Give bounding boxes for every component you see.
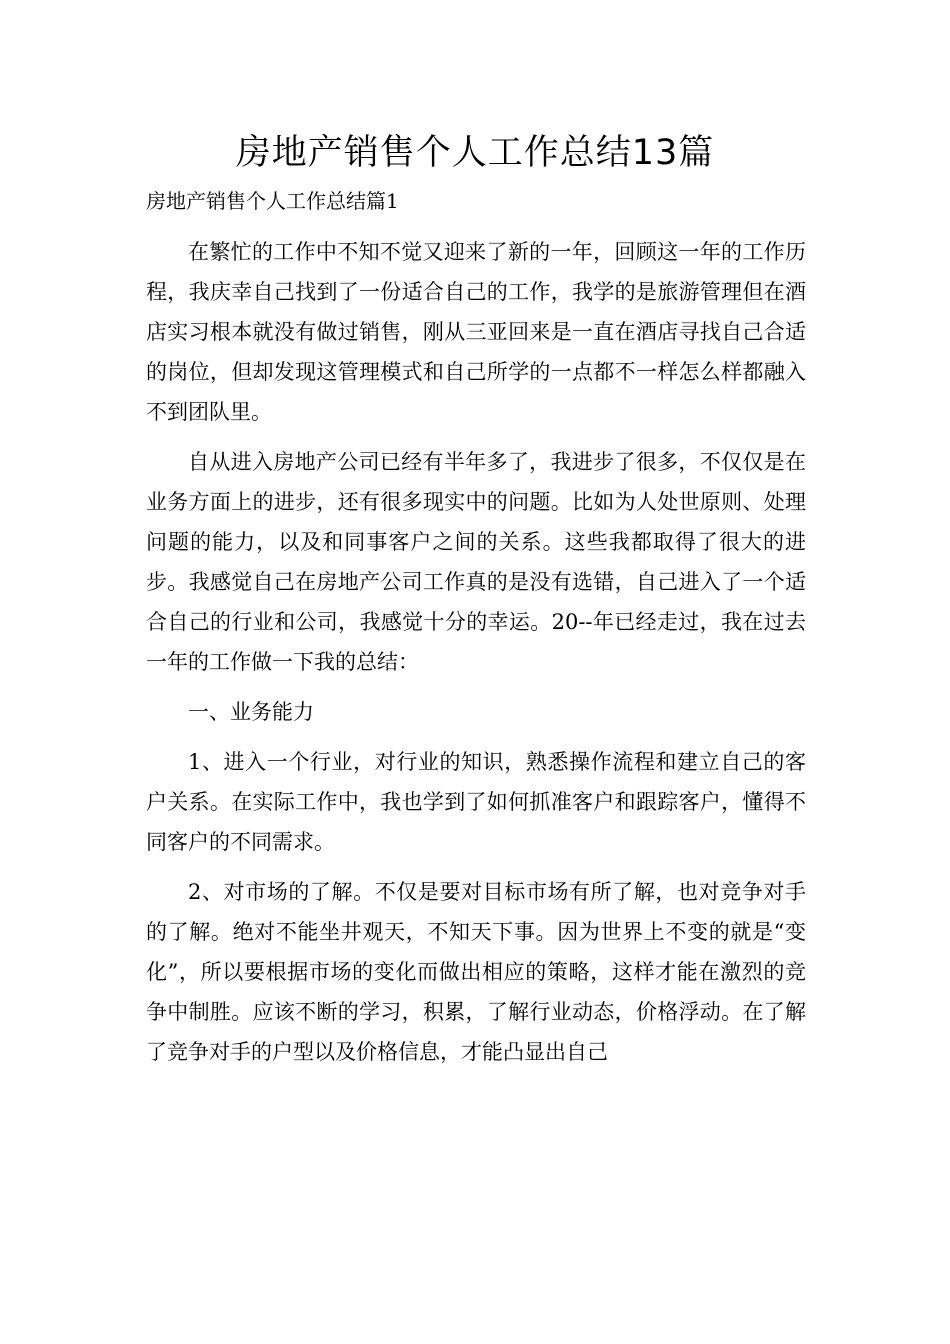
paragraph-point-2: 2、对市场的了解。不仅是要对目标市场有所了解，也对竞争对手的了解。绝对不能坐井观天，不知天下事。因为世界上不变的就是“变化”，所以要根据市场的变化而做出相应的策略，这样才能在激烈的竞争中制胜。应该不断的学习，积累，了解行业动态，价格浮动。在了解了竞争对手的户型以及价格信息，才能凸显出自己 [146,880,806,1064]
paragraph-progress: 自从进入房地产公司已经有半年多了，我进步了很多，不仅仅是在业务方面上的进步，还有很多现实中的问题。比如为人处世原则、处理问题的能力，以及和同事客户之间的关系。这些我都取得了很大的进步。我感觉自己在房地产公司工作真的是没有选错，自己进入了一个适合自己的行业和公司，我感觉十分的幸运。20--年已经走过，我在过去一年的工作做一下我的总结： [146,450,806,674]
section-heading: 房地产销售个人工作总结篇1 [146,189,399,213]
document-title: 房地产销售个人工作总结13篇 [235,133,715,173]
subheading-business-ability: 一、业务能力 [188,700,314,724]
paragraph-intro: 在繁忙的工作中不知不觉又迎来了新的一年，回顾这一年的工作历程，我庆幸自己找到了一份适合自己的工作，我学的是旅游管理但在酒店实习根本就没有做过销售，刚从三亚回来是一直在酒店寻找自己合适的岗位，但却发现这管理模式和自己所学的一点都不一样怎么样都融入不到团队里。 [146,240,806,424]
paragraph-point-1: 1、进入一个行业，对行业的知识，熟悉操作流程和建立自己的客户关系。在实际工作中，我也学到了如何抓准客户和跟踪客户，懂得不同客户的不同需求。 [146,750,806,854]
document-body [146,232,806,1082]
